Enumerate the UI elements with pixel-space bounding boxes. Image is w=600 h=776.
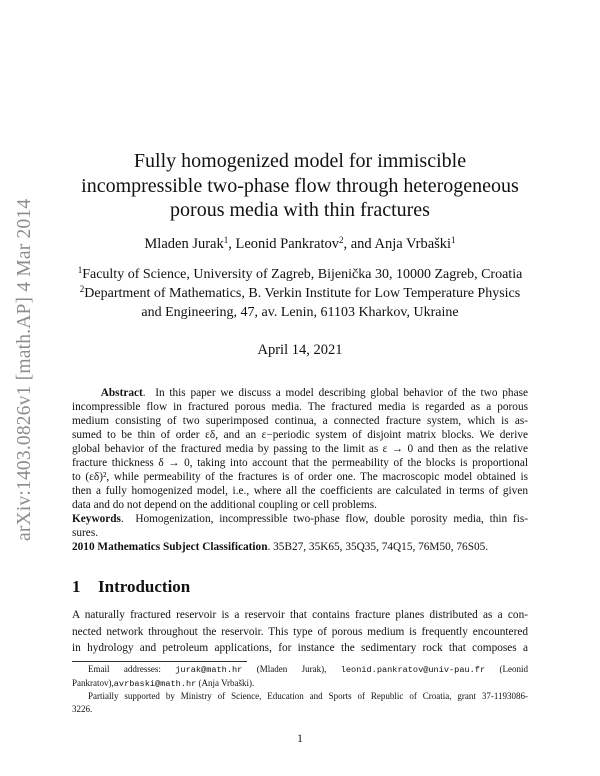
section-number: 1	[72, 577, 81, 596]
keywords-line: sures.	[72, 527, 99, 539]
footnote-line	[72, 663, 528, 677]
msc-line: 2010 Mathematics Subject Classification. 35B27, 35K65, 35Q35, 74Q15, 76M50, 76S05.	[72, 541, 489, 553]
footnotes	[72, 663, 528, 715]
body-line: A naturally fractured reservoir is a reservoir that contains fracture planes distributed as a con-	[72, 609, 528, 621]
author-name: Leonid Pankratov	[235, 236, 339, 252]
author-affiliation-mark: 1	[451, 235, 456, 245]
arxiv-identifier-stamp: arXiv:1403.0826v1 [math.AP] 4 Mar 2014	[14, 198, 35, 541]
affiliation-list	[40, 265, 560, 322]
abstract-line: incompressible flow in fractured porous media. The fractured media is regarded as a porous	[72, 401, 528, 413]
email-owner: Pankratov),	[72, 677, 114, 688]
section-heading	[72, 577, 190, 597]
abstract-line: medium consisting of two superimposed continua, a connected fracture system, which is as-	[72, 415, 528, 427]
footnote-rule	[72, 661, 247, 662]
author-affiliation-mark: 2	[338, 235, 344, 245]
email-owner: (Mladen Jurak),	[256, 664, 327, 674]
paper-date: April 14, 2021	[257, 342, 343, 358]
author-name: Mladen Jurak	[144, 236, 224, 252]
abstract-line: then a fully homogenized model, i.e., where all the coefficients are calculated in terms of given	[72, 485, 528, 497]
email-link[interactable]: leonid.pankratov@univ-pau.fr	[340, 665, 486, 675]
author-separator: , and	[343, 236, 375, 252]
keywords-text: Homogenization, incompressible two-phase flow, double porosity media, thin fis-	[135, 513, 528, 525]
abstract-line: to (εδ)², while permeability of the fractures is of order one. The macroscopic model obtained is	[72, 471, 528, 483]
email-owner: (Anja Vrbaški).	[198, 677, 255, 688]
keywords-label: Keywords	[72, 513, 121, 525]
title-line: incompressible two-phase flow through heterogeneous	[81, 174, 519, 197]
affiliation	[40, 265, 560, 284]
page-number: 1	[297, 733, 303, 745]
title-line: Fully homogenized model for immiscible	[133, 150, 467, 172]
affiliation-mark: 1	[77, 265, 83, 275]
author-affiliation-mark: 1	[223, 235, 229, 245]
author-separator: ,	[228, 236, 236, 252]
body-line: nected network throughout the reservoir. This type of porous medium is frequently encountered	[72, 625, 528, 638]
abstract-text: In this paper we discuss a model describing global behavior of the two phase	[155, 387, 528, 399]
affiliation-mark: 2	[79, 284, 85, 294]
email-link[interactable]: jurak@math.hr	[175, 665, 243, 675]
intro-paragraph	[72, 607, 528, 657]
body-line: in hydrology and petroleum applications, for instance the sedimentary rock that composes a	[72, 642, 528, 654]
keywords-line: Keywords. Homogenization, incompressible two-phase flow, double porosity media, thin fis-	[72, 513, 528, 525]
abstract-line: Abstract. In this paper we discuss a model describing global behavior of the two phase	[100, 387, 528, 399]
abstract-line: data and do not depend on the additional coupling or cell problems.	[72, 499, 377, 511]
paper-title	[60, 149, 540, 223]
section-title: Introduction	[98, 577, 191, 596]
title-line: porous media with thin fractures	[170, 199, 430, 221]
affiliation-text: Faculty of Science, University of Zagreb, Bijenička 30, 10000 Zagreb, Croatia	[82, 267, 523, 282]
email-owner: (Leonid	[499, 664, 529, 674]
email-prefix: Email addresses:	[88, 664, 161, 674]
abstract-line: fracture thickness δ → 0, taking into account that the permeability of the blocks is proportional	[72, 457, 528, 469]
footnote-line: Partially supported by Ministry of Science, Education and Sports of Republic of Croatia, grant 37-1193086-	[88, 691, 528, 701]
affiliation-continuation: and Engineering, 47, av. Lenin, 61103 Kharkov, Ukraine	[141, 305, 459, 320]
author-list	[60, 236, 540, 253]
msc-label: 2010 Mathematics Subject Classification	[72, 541, 268, 553]
msc-codes: 35B27, 35K65, 35Q35, 74Q15, 76M50, 76S05.	[273, 541, 489, 553]
abstract-line: sumed to be thin of order εδ, and an ε−periodic system of disjoint matrix blocks. We derive	[72, 429, 528, 441]
affiliation	[40, 284, 560, 303]
footnote-line	[72, 677, 528, 691]
author-name: Anja Vrbaški	[374, 236, 452, 252]
abstract-line: global behavior of the fractured media by passing to the limit as ε → 0 and then as the relative	[72, 443, 528, 455]
email-link[interactable]: avrbaski@math.hr	[113, 678, 197, 689]
footnote-line: 3226.	[72, 703, 93, 714]
abstract-block	[72, 386, 528, 554]
abstract-label: Abstract	[100, 387, 143, 399]
affiliation-text: Department of Mathematics, B. Verkin Institute for Low Temperature Physics	[84, 286, 521, 301]
